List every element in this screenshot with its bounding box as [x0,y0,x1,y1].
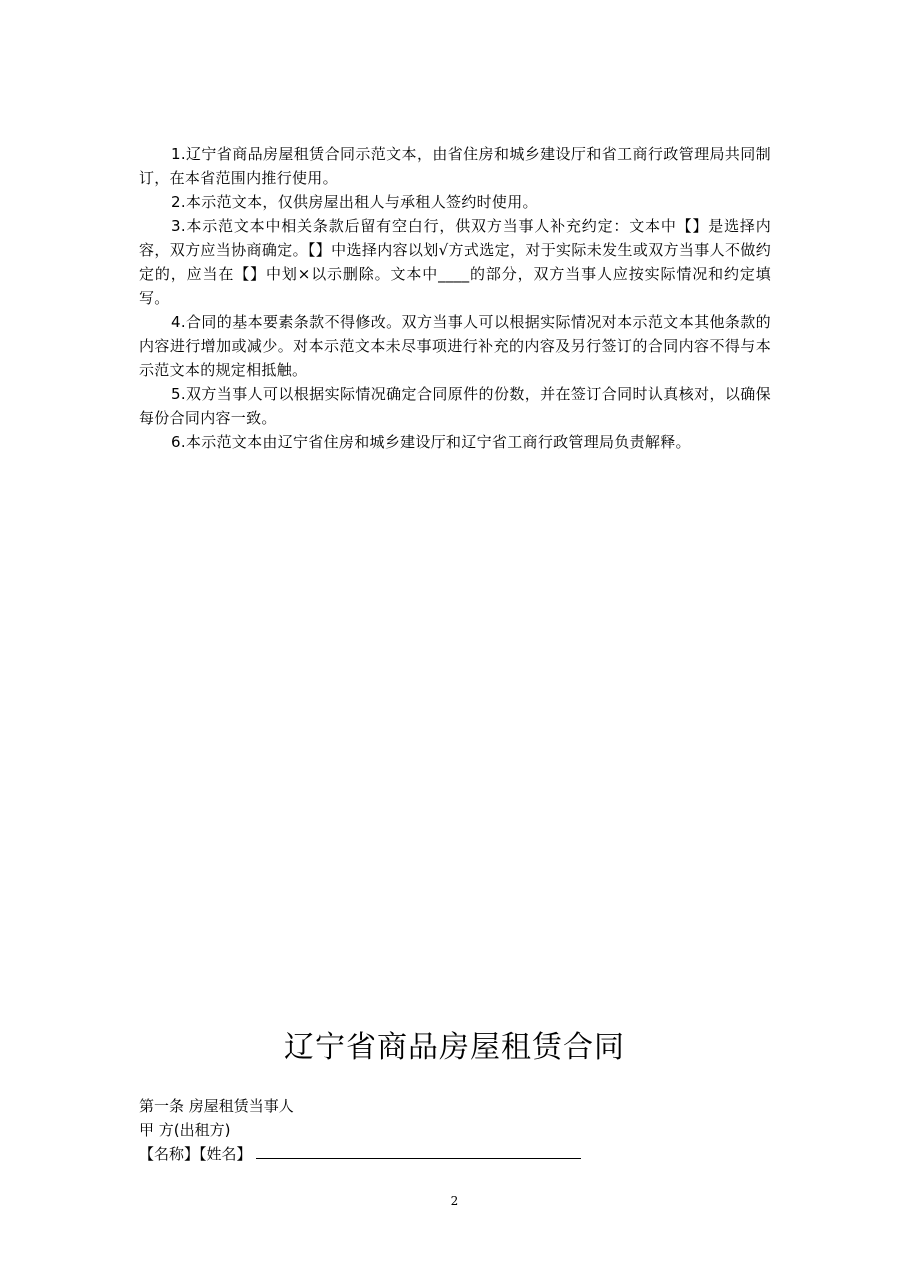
party-a-label: 甲 方(出租方) [139,1121,231,1139]
note-4: 4.合同的基本要素条款不得修改。双方当事人可以根据实际情况对本示范文本其他条款的内容进行增加或减少。对本示范文本未尽事项进行补充的内容及另行签订的合同内容不得与本示范文本的规定相抵触。 [139,313,771,379]
note-3: 3.本示范文本中相关条款后留有空白行，供双方当事人补充约定：文本中【】是选择内容，双方应当协商确定。【】中选择内容以划√方式选定，对于实际未发生或双方当事人不做约定的，应当在【】中划×以示删除。文本中____的部分，双方当事人应按实际情况和约定填写。 [139,217,771,307]
note-2: 2.本示范文本，仅供房屋出租人与承租人签约时使用。 [171,193,538,211]
article-one-section [139,1094,581,1166]
name-line [139,1142,581,1166]
name-blank-field[interactable] [256,1144,581,1159]
name-label: 【名称】【姓名】 [139,1145,252,1163]
usage-notes [139,142,771,454]
note-1: 1.辽宁省商品房屋租赁合同示范文本，由省住房和城乡建设厅和省工商行政管理局共同制订，在本省范围内推行使用。 [139,145,771,187]
page-number: 2 [450,1194,459,1208]
note-6: 6.本示范文本由辽宁省住房和城乡建设厅和辽宁省工商行政管理局负责解释。 [171,433,691,451]
article-heading: 第一条 房屋租赁当事人 [139,1097,294,1115]
note-5: 5.双方当事人可以根据实际情况确定合同原件的份数，并在签订合同时认真核对，以确保每份合同内容一致。 [139,385,771,427]
contract-title: 辽宁省商品房屋租赁合同 [284,1030,625,1065]
